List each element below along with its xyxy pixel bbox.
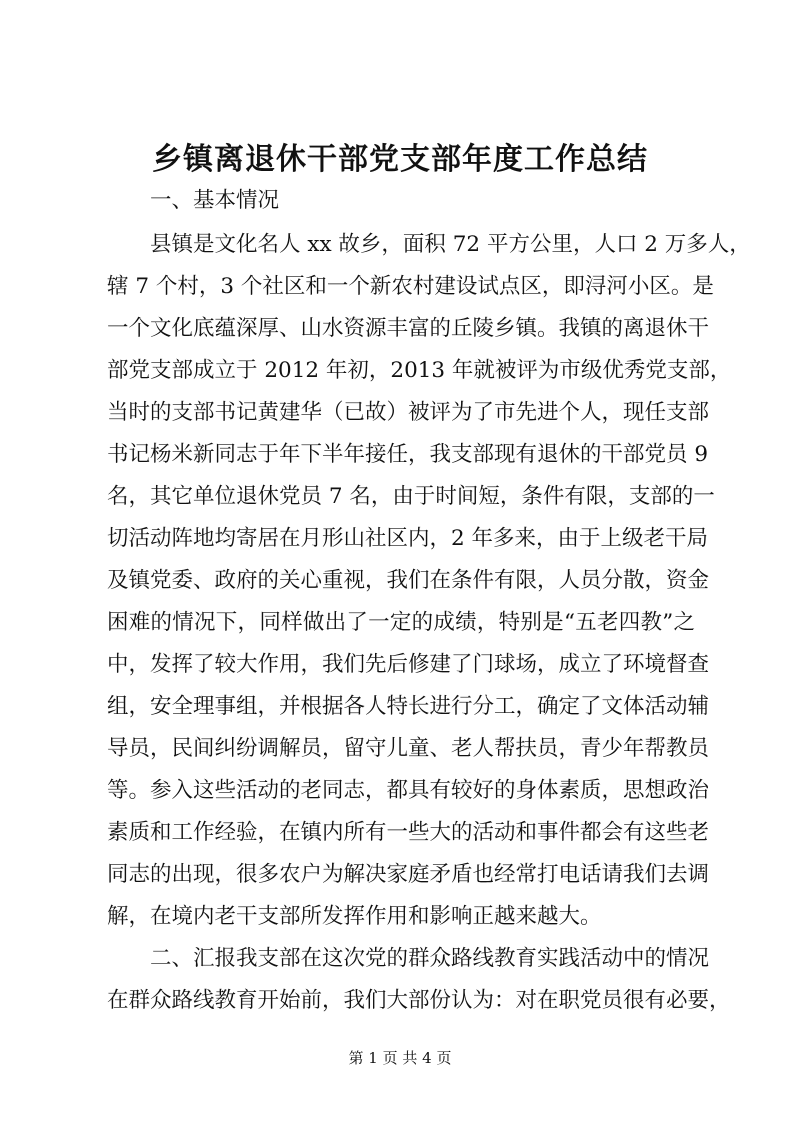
paragraph-line: 同志的出现，很多农户为解决家庭矛盾也经常打电话请我们去调 (107, 862, 710, 887)
paragraph-line: 导员，民间纠纷调解员，留守儿童、老人帮扶员，青少年帮教员 (107, 736, 710, 761)
paragraph-line: 及镇党委、政府的关心重视，我们在条件有限，人员分散，资金 (107, 568, 710, 593)
page-number-footer: 第 1 页 共 4 页 (348, 1049, 452, 1067)
paragraph-line: 当时的支部书记黄建华（已故）被评为了市先进个人，现任支部 (107, 400, 710, 425)
paragraph-line: 辖 7 个村，3 个社区和一个新农村建设试点区，即浔河小区。是 (107, 274, 714, 299)
paragraph-line: 部党支部成立于 2012 年初，2013 年就被评为市级优秀党支部， (107, 358, 732, 383)
paragraph-line: 书记杨米新同志于年下半年接任，我支部现有退休的干部党员 9 (107, 442, 709, 467)
paragraph-line: 等。参入这些活动的老同志，都具有较好的身体素质，思想政治 (107, 778, 710, 803)
paragraph-line: 切活动阵地均寄居在月形山社区内，2 年多来，由于上级老干局 (107, 526, 709, 551)
document-title: 乡镇离退休干部党支部年度工作总结 (152, 142, 648, 177)
paragraph-line: 组，安全理事组，并根据各人特长进行分工，确定了文体活动辅 (107, 694, 710, 719)
paragraph-line: 素质和工作经验，在镇内所有一些大的活动和事件都会有这些老 (107, 820, 710, 845)
paragraph-line: 名，其它单位退休党员 7 名，由于时间短，条件有限，支部的一 (107, 484, 715, 509)
paragraph-line: 一个文化底蕴深厚、山水资源丰富的丘陵乡镇。我镇的离退休干 (107, 316, 710, 341)
paragraph-line: 解，在境内老干支部所发挥作用和影响正越来越大。 (107, 904, 602, 929)
paragraph-line: 困难的情况下，同样做出了一定的成绩，特别是“五老四教”之 (107, 610, 695, 635)
section-heading: 一、基本情况 (150, 188, 280, 213)
paragraph-line: 在群众路线教育开始前，我们大部份认为：对在职党员很有必要， (107, 988, 731, 1013)
section-heading: 二、汇报我支部在这次党的群众路线教育实践活动中的情况 (150, 946, 710, 971)
paragraph-line: 县镇是文化名人 xx 故乡，面积 72 平方公里，人口 2 万多人， (150, 232, 751, 257)
paragraph-line: 中，发挥了较大作用，我们先后修建了门球场，成立了环境督查 (107, 652, 710, 677)
